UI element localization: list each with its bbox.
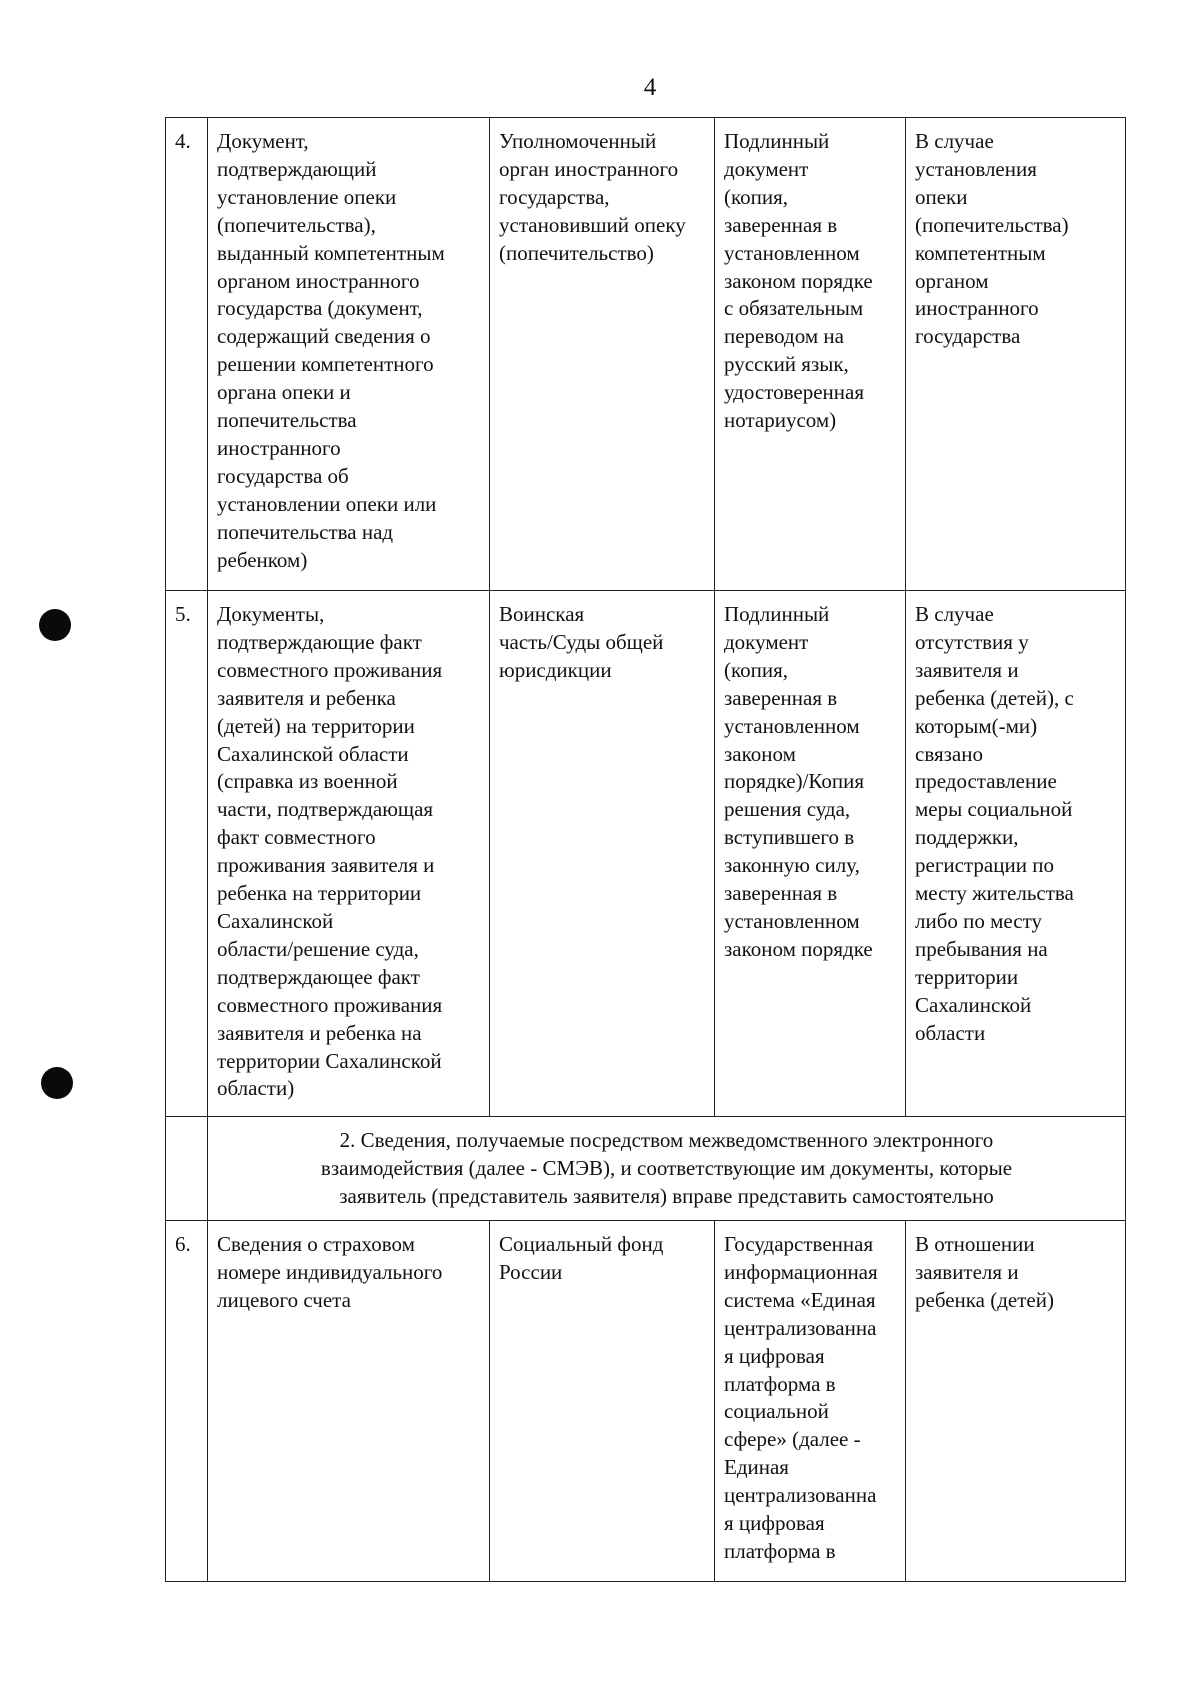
text-line: заверенная в xyxy=(724,212,838,237)
punch-hole-top xyxy=(39,609,71,641)
document-cell xyxy=(208,591,490,1117)
text-line: меры социальной xyxy=(915,797,1073,822)
text-line: территории xyxy=(915,964,1019,989)
text-line: органом xyxy=(915,268,989,293)
text-line: законом порядке xyxy=(724,268,873,293)
text-line: установленном xyxy=(724,908,860,933)
text-line: содержащий сведения о xyxy=(217,324,431,349)
text-line: государства (документ, xyxy=(217,296,423,321)
text-line: регистрации по xyxy=(915,853,1054,878)
text-line: государства xyxy=(915,324,1021,349)
issuing-organ-cell xyxy=(490,1221,715,1582)
text-line: опеки xyxy=(915,184,968,209)
text-line: ребенка (детей) xyxy=(915,1287,1054,1312)
document-form-cell xyxy=(715,1221,906,1582)
text-line: поддержки, xyxy=(915,825,1019,850)
document-cell xyxy=(208,118,490,591)
text-line: Подлинный xyxy=(724,129,830,153)
text-line: Подлинный xyxy=(724,602,830,626)
text-line: Документы, xyxy=(217,602,325,626)
text-line: факт совместного xyxy=(217,825,376,850)
text-line: Сахалинской xyxy=(915,992,1032,1017)
text-line: области xyxy=(915,1020,986,1045)
text-line: установления xyxy=(915,156,1037,181)
text-line: Сахалинской xyxy=(217,908,334,933)
text-line: ребенком) xyxy=(217,547,308,572)
document-form-cell xyxy=(715,118,906,591)
text-line: отсутствия у xyxy=(915,629,1029,654)
text-line: иностранного xyxy=(915,296,1039,321)
row-number-cell: 6. xyxy=(166,1221,208,1582)
text-line: заявителя и xyxy=(915,1259,1019,1284)
text-line: компетентным xyxy=(915,240,1046,265)
text-line: территории Сахалинской xyxy=(217,1048,442,1073)
text-line: вступившего в xyxy=(724,825,855,850)
condition-cell xyxy=(906,591,1126,1117)
text-line: Воинская xyxy=(499,602,585,626)
table-row-5 xyxy=(166,591,1126,1117)
section-heading xyxy=(208,1117,1126,1221)
document-form-cell xyxy=(715,591,906,1117)
text-line: заявитель (представитель заявителя) вправе представить самостоятельно xyxy=(339,1183,994,1208)
text-line: ребенка на территории xyxy=(217,881,422,906)
text-line: нотариусом) xyxy=(724,408,837,433)
row-number-cell: 5. xyxy=(166,591,208,1117)
text-line: система «Единая xyxy=(724,1287,876,1312)
table-row-4 xyxy=(166,118,1126,591)
text-line: (копия, xyxy=(724,184,789,209)
text-line: платформа в xyxy=(724,1371,836,1396)
text-line: области/решение суда, xyxy=(217,936,419,961)
text-line: социальной xyxy=(724,1399,829,1424)
text-line: взаимодействия (далее - СМЭВ), и соответствующие им документы, которые xyxy=(320,1155,1013,1180)
text-line: (копия, xyxy=(724,657,789,682)
text-line: часть/Суды общей xyxy=(499,629,664,654)
text-line: Сахалинской области xyxy=(217,741,409,766)
page-number: 4 xyxy=(643,74,657,101)
text-line: подтверждающий xyxy=(217,156,377,181)
text-line: с обязательным xyxy=(724,296,864,321)
text-line: В отношении xyxy=(915,1232,1035,1256)
text-line: решении компетентного xyxy=(217,352,434,377)
text-line: иностранного xyxy=(217,435,341,460)
text-line: номере индивидуального xyxy=(217,1259,443,1284)
document-cell xyxy=(208,1221,490,1582)
punch-hole-bottom xyxy=(41,1067,73,1099)
text-line: установлении опеки или xyxy=(217,491,437,516)
text-line: установление опеки xyxy=(217,184,397,209)
text-line: заявителя и ребенка на xyxy=(217,1020,422,1045)
text-line: я цифровая xyxy=(724,1511,825,1536)
text-line: подтверждающее факт xyxy=(217,964,420,989)
condition-cell xyxy=(906,118,1126,591)
text-line: которым(-ми) xyxy=(915,713,1038,738)
text-line: государства, xyxy=(499,184,610,209)
text-line: В случае xyxy=(915,602,994,626)
text-line: России xyxy=(499,1259,563,1284)
text-line: (справка из военной xyxy=(217,769,398,794)
text-line: сфере» (далее - xyxy=(724,1427,861,1452)
text-line: (попечительства) xyxy=(915,212,1069,237)
text-line: государства об xyxy=(217,463,349,488)
text-line: русский язык, xyxy=(724,352,849,377)
text-line: установленном xyxy=(724,240,860,265)
text-line: платформа в xyxy=(724,1538,836,1563)
text-line: совместного проживания xyxy=(217,657,443,682)
text-line: органом иностранного xyxy=(217,268,420,293)
text-line: 2. Сведения, получаемые посредством межведомственного электронного xyxy=(339,1128,994,1152)
text-line: Уполномоченный xyxy=(499,129,657,153)
text-line: Единая xyxy=(724,1455,789,1480)
text-line: централизованна xyxy=(724,1315,877,1340)
text-line: заверенная в xyxy=(724,685,838,710)
text-line: заверенная в xyxy=(724,881,838,906)
text-line: области) xyxy=(217,1076,295,1101)
text-line: решения суда, xyxy=(724,797,851,822)
text-line: порядке)/Копия xyxy=(724,769,865,794)
text-line: Сведения о страховом xyxy=(217,1232,415,1256)
text-line: лицевого счета xyxy=(217,1287,351,1312)
text-line: месту жительства xyxy=(915,881,1074,906)
text-line: установленном xyxy=(724,713,860,738)
issuing-organ-cell xyxy=(490,118,715,591)
text-line: документ xyxy=(724,629,809,654)
documents-table xyxy=(165,117,1126,1582)
text-line: удостоверенная xyxy=(724,380,864,405)
text-line: Документ, xyxy=(217,129,309,153)
table-row-6 xyxy=(166,1221,1126,1582)
text-line: совместного проживания xyxy=(217,992,443,1017)
text-line: (детей) на территории xyxy=(217,713,415,738)
text-line: проживания заявителя и xyxy=(217,853,435,878)
text-line: предоставление xyxy=(915,769,1057,794)
text-line: документ xyxy=(724,156,809,181)
text-line: заявителя и ребенка xyxy=(217,685,396,710)
text-line: ребенка (детей), с xyxy=(915,685,1074,710)
row-number-cell: 4. xyxy=(166,118,208,591)
text-line: законную силу, xyxy=(724,853,860,878)
condition-cell xyxy=(906,1221,1126,1582)
text-line: (попечительства), xyxy=(217,212,376,237)
section-empty-cell xyxy=(166,1117,208,1221)
text-line: попечительства над xyxy=(217,519,394,544)
section-heading-row xyxy=(166,1117,1126,1221)
text-line: орган иностранного xyxy=(499,156,679,181)
text-line: Социальный фонд xyxy=(499,1232,664,1256)
text-line: информационная xyxy=(724,1259,878,1284)
text-line: (попечительство) xyxy=(499,240,654,265)
text-line: централизованна xyxy=(724,1483,877,1508)
text-line: заявителя и xyxy=(915,657,1019,682)
text-line: подтверждающие факт xyxy=(217,629,422,654)
text-line: В случае xyxy=(915,129,994,153)
text-line: установивший опеку xyxy=(499,212,686,237)
text-line: пребывания на xyxy=(915,936,1048,961)
text-line: законом xyxy=(724,741,796,766)
text-line: я цифровая xyxy=(724,1343,825,1368)
text-line: части, подтверждающая xyxy=(217,797,434,822)
text-line: попечительства xyxy=(217,408,357,433)
issuing-organ-cell xyxy=(490,591,715,1117)
text-line: юрисдикции xyxy=(499,657,612,682)
text-line: Государственная xyxy=(724,1232,874,1256)
text-line: выданный компетентным xyxy=(217,240,445,265)
text-line: связано xyxy=(915,741,983,766)
text-line: законом порядке xyxy=(724,936,873,961)
text-line: переводом на xyxy=(724,324,844,349)
text-line: органа опеки и xyxy=(217,380,351,405)
text-line: либо по месту xyxy=(915,908,1042,933)
